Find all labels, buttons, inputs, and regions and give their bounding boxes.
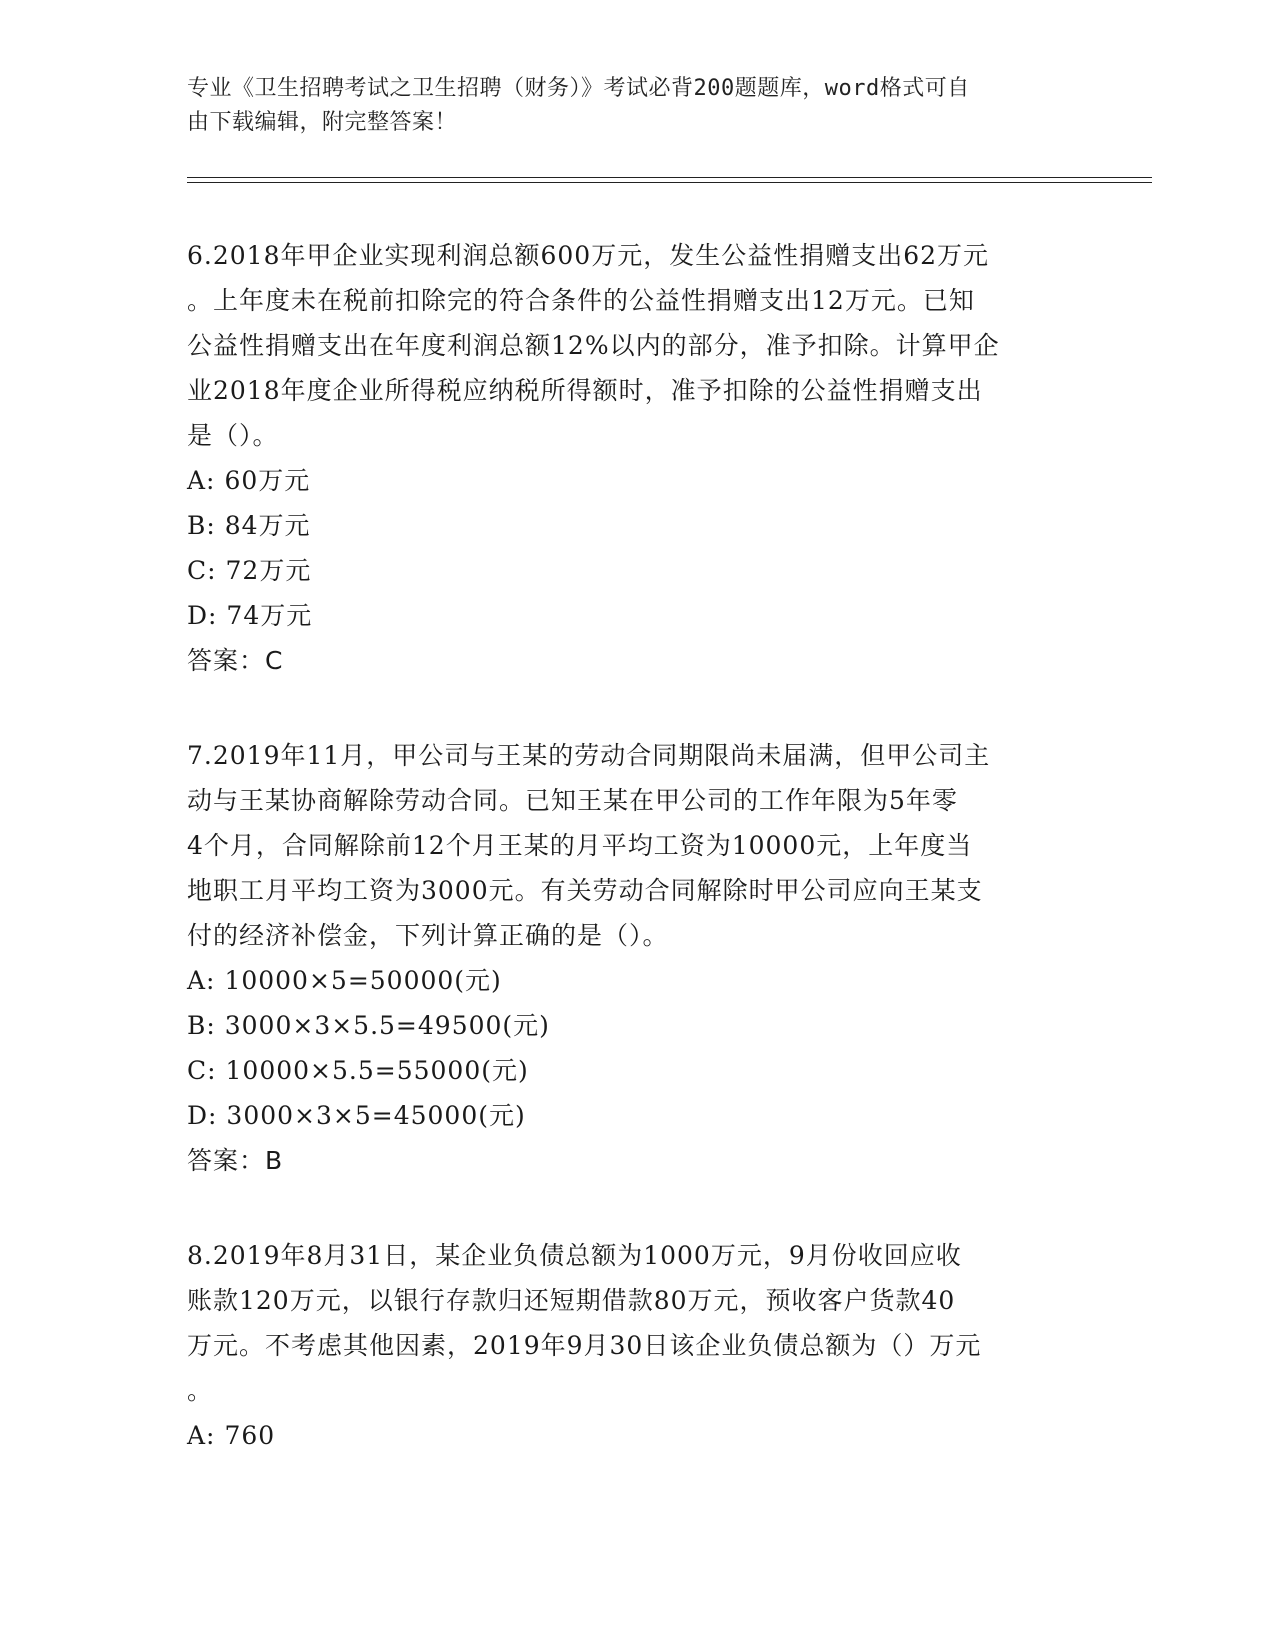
option-text: 3000×3×5.5=49500(元) xyxy=(224,1011,550,1040)
question-line: 动与王某协商解除劳动合同。已知王某在甲公司的工作年限为5年零 xyxy=(187,786,958,815)
question-8 xyxy=(187,1233,1077,1458)
answer-line: 答案：B xyxy=(187,1146,284,1175)
header-line-1: 专业《卫生招聘考试之卫生招聘（财务）》考试必背200题题库，word格式可自 xyxy=(187,76,970,101)
option-key: B: xyxy=(187,1011,216,1040)
option-text: 10000×5=50000(元) xyxy=(224,966,502,995)
header-rule-bottom xyxy=(187,182,1152,183)
question-line: 公益性捐赠支出在年度利润总额12%以内的部分，准予扣除。计算甲企 xyxy=(187,331,1000,360)
option-text: 3000×3×5=45000(元) xyxy=(226,1101,526,1130)
option-key: C: xyxy=(187,1056,217,1085)
option-text: 60万元 xyxy=(224,466,311,495)
option-d xyxy=(187,1093,1077,1138)
option-a xyxy=(187,458,1077,503)
question-line: 6.2018年甲企业实现利润总额600万元，发生公益性捐赠支出62万元 xyxy=(187,241,990,270)
option-text: 84万元 xyxy=(224,511,311,540)
header-rule-top xyxy=(187,177,1152,178)
option-d xyxy=(187,593,1077,638)
header-line-2: 由下载编辑，附完整答案！ xyxy=(187,110,458,135)
question-line: 。上年度未在税前扣除完的符合条件的公益性捐赠支出12万元。已知 xyxy=(187,286,975,315)
option-key: A: xyxy=(187,466,216,495)
option-key: C: xyxy=(187,556,217,585)
question-line: 账款120万元，以银行存款归还短期借款80万元，预收客户货款40 xyxy=(187,1286,956,1315)
option-key: B: xyxy=(187,511,216,540)
question-line: 4个月，合同解除前12个月王某的月平均工资为10000元，上年度当 xyxy=(187,831,973,860)
question-line: 8.2019年8月31日，某企业负债总额为1000万元，9月份收回应收 xyxy=(187,1241,962,1270)
question-6 xyxy=(187,233,1077,683)
question-7 xyxy=(187,733,1077,1183)
option-key: D: xyxy=(187,601,218,630)
question-line: 万元。不考虑其他因素，2019年9月30日该企业负债总额为（）万元 xyxy=(187,1331,982,1360)
question-line: 。 xyxy=(187,1376,214,1405)
option-a xyxy=(187,958,1077,1003)
question-line: 地职工月平均工资为3000元。有关劳动合同解除时甲公司应向王某支 xyxy=(187,876,983,905)
option-b xyxy=(187,1003,1077,1048)
option-text: 72万元 xyxy=(225,556,312,585)
option-a xyxy=(187,1413,1077,1458)
option-key: A: xyxy=(187,1421,216,1450)
question-line: 付的经济补偿金，下列计算正确的是（）。 xyxy=(187,921,669,950)
option-text: 10000×5.5=55000(元) xyxy=(225,1056,529,1085)
option-key: A: xyxy=(187,966,216,995)
question-line: 7.2019年11月，甲公司与王某的劳动合同期限尚未届满，但甲公司主 xyxy=(187,741,991,770)
question-line: 业2018年度企业所得税应纳税所得额时，准予扣除的公益性捐赠支出 xyxy=(187,376,983,405)
option-text: 760 xyxy=(224,1421,276,1450)
document-header xyxy=(187,72,1087,140)
option-c xyxy=(187,1048,1077,1093)
option-key: D: xyxy=(187,1101,218,1130)
answer-line: 答案：C xyxy=(187,646,284,675)
question-line: 是（）。 xyxy=(187,421,279,450)
option-c xyxy=(187,548,1077,593)
option-text: 74万元 xyxy=(226,601,313,630)
option-b xyxy=(187,503,1077,548)
